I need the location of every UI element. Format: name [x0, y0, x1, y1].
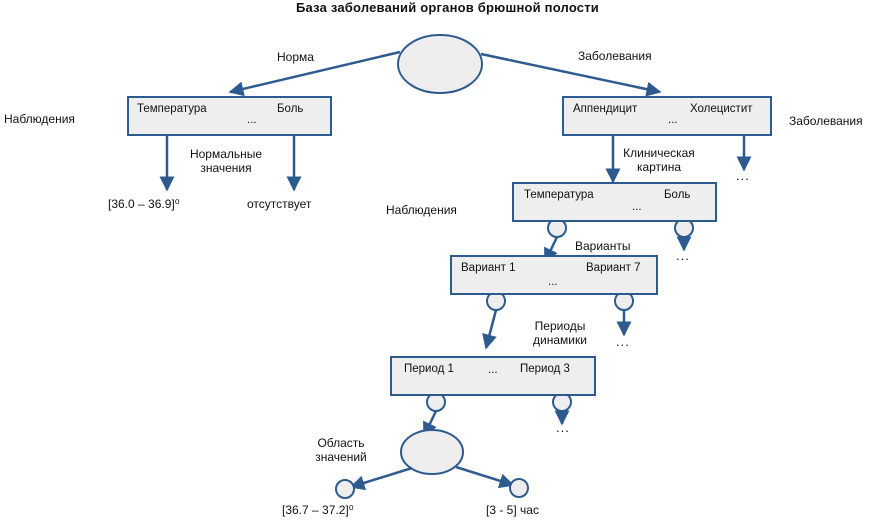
edge-label-variants: Варианты — [575, 239, 631, 253]
clinical-box[interactable] — [512, 182, 717, 222]
normal-values-line2: значения — [200, 161, 252, 175]
edge-label-observations-left: Наблюдения — [4, 112, 75, 126]
leaf-value-hours: [3 - 5] час — [486, 503, 539, 517]
ellipsis-mark-variant-right: ... — [616, 334, 630, 349]
edge-label-normal-values — [176, 147, 276, 175]
hours-range-connector — [510, 479, 528, 497]
period-box-right-label: Период 3 — [520, 363, 570, 375]
edge-label-disease: Заболевания — [578, 49, 652, 63]
normal-values-line1: Нормальные — [189, 147, 263, 161]
edge-label-value-area — [300, 436, 382, 464]
value-area-line1: Область — [317, 436, 365, 450]
norm-box-right-label: Боль — [277, 103, 304, 115]
norm-box-left-label: Температура — [137, 103, 207, 115]
norm-box[interactable] — [127, 96, 332, 136]
edge-label-clinical-picture — [604, 146, 714, 174]
variant-box-right-label: Вариант 7 — [586, 262, 641, 274]
ellipsis-mark-disease-right: ... — [736, 168, 750, 183]
clinical-box-left-label: Температура — [524, 189, 594, 201]
page-title: База заболеваний органов брюшной полости — [296, 0, 599, 15]
edge-root-to-norm — [230, 52, 400, 92]
edge-bottom-to-hours-range — [456, 467, 513, 485]
disease-box-dots: ... — [668, 114, 678, 126]
dynamic-periods-line1: Периоды — [534, 319, 586, 333]
edge-variant-left-down — [486, 310, 496, 348]
leaf-no-pain: отсутствует — [247, 197, 312, 211]
value-area-line2: значений — [315, 450, 367, 464]
edge-label-dynamic-periods — [514, 319, 606, 347]
period-box[interactable] — [390, 356, 596, 396]
period-box-dots: ... — [488, 364, 498, 376]
edge-label-diseases-right: Заболевания — [789, 114, 863, 128]
leaf-normal-temperature: [36.0 – 36.9]⁰ — [108, 197, 180, 211]
variant-box[interactable] — [450, 255, 658, 295]
variant-box-dots: ... — [548, 276, 558, 288]
clinical-box-right-label: Боль — [664, 189, 691, 201]
root-ellipse — [398, 35, 482, 93]
ellipsis-mark-period-right: ... — [556, 420, 570, 435]
temp-range-connector — [336, 480, 354, 498]
edge-label-observations-mid: Наблюдения — [386, 203, 457, 217]
variant-box-left-label: Вариант 1 — [461, 262, 516, 274]
disease-box-right-label: Холецистит — [690, 103, 753, 115]
disease-box[interactable] — [562, 96, 772, 136]
norm-box-dots: ... — [247, 114, 257, 126]
disease-box-left-label: Аппендицит — [573, 103, 638, 115]
clinical-box-dots: ... — [632, 201, 642, 213]
edge-bottom-to-temp-range — [351, 468, 412, 487]
edge-label-norm: Норма — [277, 50, 314, 64]
clinical-picture-line1: Клиническая — [623, 146, 695, 160]
period-box-left-label: Период 1 — [404, 363, 454, 375]
clinical-picture-line2: картина — [636, 160, 682, 174]
leaf-value-temperature: [36.7 – 37.2]⁰ — [282, 503, 354, 517]
dynamic-periods-line2: динамики — [533, 333, 587, 347]
ellipsis-mark-clinical-right: ... — [676, 248, 690, 263]
